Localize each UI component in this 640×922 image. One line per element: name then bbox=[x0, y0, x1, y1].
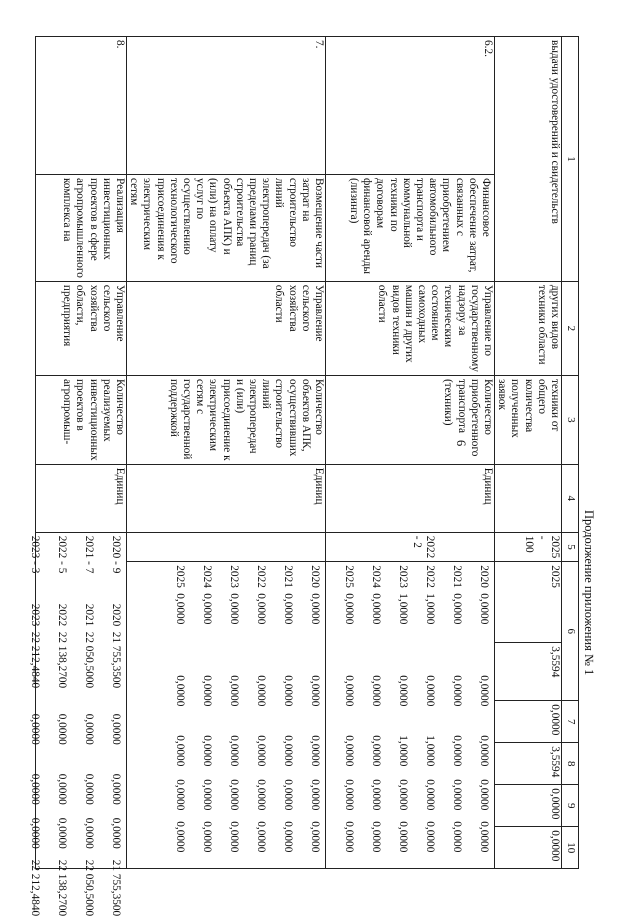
year-line bbox=[27, 535, 41, 917]
value-extrabudget: 0,0000 bbox=[369, 821, 382, 853]
unit: Единиц bbox=[481, 467, 494, 505]
value-regional: 0,0000 bbox=[254, 735, 267, 767]
value-regional: 0,0000 bbox=[109, 773, 122, 805]
value-total: 0,0000 bbox=[477, 593, 490, 625]
header-cell: 4 bbox=[562, 464, 579, 532]
indicator-cell bbox=[35, 375, 126, 464]
value-local: 0,0000 bbox=[423, 779, 436, 811]
year: 2023 bbox=[28, 603, 41, 627]
measure-name: Финансовое обеспечение затрат, связанных с приобретением автомобильного транспорта и коммунальной техники по договорам финансовой аренды (лизинга) bbox=[347, 178, 492, 274]
value-local: 0,0000 bbox=[109, 817, 122, 849]
value-extrabudget: 0,0000 bbox=[549, 830, 561, 862]
value-federal: 0,0000 bbox=[109, 713, 122, 745]
year: 2022 bbox=[254, 565, 267, 588]
value-total: 0,0000 bbox=[200, 593, 213, 625]
value-total: 0,0000 bbox=[227, 593, 240, 625]
value-regional: 0,0000 bbox=[477, 735, 490, 767]
year-line bbox=[341, 565, 355, 865]
unit-cell bbox=[325, 464, 494, 532]
table-row bbox=[35, 37, 126, 869]
value-federal: 0,0000 bbox=[450, 675, 463, 707]
executor: Управление сельского хозяйства области, предприятия bbox=[61, 284, 126, 347]
indicator: техники от общего количества полученных заявок bbox=[496, 378, 561, 438]
appendix-title: Продолжение приложения № 1 bbox=[582, 510, 596, 676]
value-local: 0,0000 bbox=[549, 788, 561, 820]
value-federal: 0,0000 bbox=[28, 713, 41, 745]
value-regional: 3,5594 bbox=[549, 746, 561, 778]
row-number-cell bbox=[325, 37, 494, 175]
indicator: Количество объектов АПК, осуществивших строительство линий электропередач и (или) присоединение к электрическим сетям с государственной поддержкой bbox=[167, 378, 325, 461]
year-line bbox=[395, 565, 409, 865]
year: 2020 bbox=[308, 565, 321, 588]
value-federal: 0,0000 bbox=[227, 675, 240, 707]
header-cell: 5 bbox=[562, 532, 579, 562]
value-federal: 0,0000 bbox=[477, 675, 490, 707]
header-row bbox=[562, 37, 579, 869]
year-line bbox=[307, 565, 321, 865]
value-extrabudget: 0,0000 bbox=[450, 821, 463, 853]
executor: Управление сельского хозяйства области bbox=[273, 284, 325, 342]
yearly-values bbox=[28, 532, 126, 917]
target-value: 2023 - 3 bbox=[28, 535, 41, 574]
value-total: 0,0000 bbox=[254, 593, 267, 625]
value-cell bbox=[494, 743, 561, 785]
value-regional: 0,0000 bbox=[200, 735, 213, 767]
indicator-cell bbox=[494, 375, 561, 464]
executor-cell bbox=[494, 281, 561, 375]
row-number-cell bbox=[35, 37, 126, 175]
year: 2022 bbox=[423, 565, 436, 588]
value-local: 0,0000 bbox=[254, 779, 267, 811]
executor-cell bbox=[126, 281, 325, 375]
executor: других видов техники области bbox=[535, 284, 561, 365]
target-cell bbox=[126, 532, 325, 562]
row-number: 6.2. bbox=[481, 40, 494, 57]
value-extrabudget: 0,0000 bbox=[342, 821, 355, 853]
value-extrabudget: 21 755,3500 bbox=[109, 859, 122, 917]
value-regional: 0,0000 bbox=[308, 735, 321, 767]
value-extrabudget: 0,0000 bbox=[423, 821, 436, 853]
measure-name-cell bbox=[325, 175, 494, 282]
measure-name-cell bbox=[126, 175, 325, 282]
year: 2022 bbox=[55, 603, 68, 627]
target-value: 2021 - 7 bbox=[82, 535, 95, 574]
year: 2020 bbox=[477, 565, 490, 588]
value-cell bbox=[494, 785, 561, 827]
value-local: 0,0000 bbox=[369, 779, 382, 811]
year: 2024 bbox=[200, 565, 213, 588]
value-extrabudget: 0,0000 bbox=[281, 821, 294, 853]
value-local: 0,0000 bbox=[308, 779, 321, 811]
year-line bbox=[449, 565, 463, 865]
year-line bbox=[199, 565, 213, 865]
value-regional: 1,0000 bbox=[423, 735, 436, 767]
yearly-values bbox=[325, 562, 494, 869]
value-federal: 0,0000 bbox=[200, 675, 213, 707]
year: 2023 bbox=[227, 565, 240, 588]
value-total: 21 755,3500 bbox=[109, 631, 122, 689]
value-local: 0,0000 bbox=[477, 779, 490, 811]
table-row bbox=[126, 37, 325, 869]
value-local: 0,0000 bbox=[173, 779, 186, 811]
value-total: 3,5594 bbox=[549, 646, 561, 678]
value-regional: 0,0000 bbox=[82, 773, 95, 805]
value-federal: 0,0000 bbox=[82, 713, 95, 745]
value-local: 0,0000 bbox=[450, 779, 463, 811]
unit-cell bbox=[126, 464, 325, 532]
value-extrabudget: 0,0000 bbox=[173, 821, 186, 853]
measure-name: выдачи удостоверений и свидетельств bbox=[549, 40, 561, 224]
value-federal: 0,0000 bbox=[281, 675, 294, 707]
value-regional: 0,0000 bbox=[227, 735, 240, 767]
target-cell bbox=[494, 532, 561, 562]
value-local: 0,0000 bbox=[396, 779, 409, 811]
value-total: 0,0000 bbox=[281, 593, 294, 625]
value-federal: 0,0000 bbox=[308, 675, 321, 707]
measure-name-cell bbox=[494, 37, 561, 282]
value-total: 0,0000 bbox=[173, 593, 186, 625]
year-line bbox=[108, 535, 122, 917]
year: 2025 bbox=[173, 565, 186, 588]
year: 2023 bbox=[396, 565, 409, 588]
yearly-values bbox=[126, 562, 325, 869]
header-cell: 9 bbox=[562, 785, 579, 827]
target-value: 2020 - 9 bbox=[109, 535, 122, 574]
value-local: 0,0000 bbox=[28, 817, 41, 849]
value-federal: 0,0000 bbox=[254, 675, 267, 707]
year-line bbox=[253, 565, 267, 865]
value-regional: 0,0000 bbox=[173, 735, 186, 767]
row-number: 7. bbox=[312, 40, 325, 49]
target-cell bbox=[325, 532, 494, 562]
value-federal: 0,0000 bbox=[342, 675, 355, 707]
year-line bbox=[422, 565, 436, 865]
value-cell bbox=[494, 701, 561, 743]
unit-cell bbox=[35, 464, 126, 532]
value-federal: 0,0000 bbox=[173, 675, 186, 707]
indicator-cell bbox=[325, 375, 494, 464]
header-cell: 10 bbox=[562, 827, 579, 869]
header-cell: 3 bbox=[562, 375, 579, 464]
value-total: 0,0000 bbox=[308, 593, 321, 625]
value-federal: 0,0000 bbox=[423, 675, 436, 707]
year: 2020 bbox=[109, 603, 122, 627]
year-line bbox=[368, 565, 382, 865]
unit: Единиц bbox=[312, 467, 325, 505]
header-cell: 6 bbox=[562, 562, 579, 701]
year-line bbox=[172, 565, 186, 865]
year: 2021 bbox=[450, 565, 463, 588]
unit-cell bbox=[494, 464, 561, 532]
year: 2025 bbox=[549, 565, 561, 588]
value-federal: 0,0000 bbox=[369, 675, 382, 707]
year-cell bbox=[494, 562, 561, 643]
year-line bbox=[54, 535, 68, 917]
value-regional: 0,0000 bbox=[28, 773, 41, 805]
value-regional: 0,0000 bbox=[369, 735, 382, 767]
year: 2021 bbox=[281, 565, 294, 588]
value-extrabudget: 22 138,2700 bbox=[55, 859, 68, 917]
value-cell bbox=[494, 643, 561, 701]
value-regional: 0,0000 bbox=[342, 735, 355, 767]
unit: Единиц bbox=[113, 467, 126, 505]
value-extrabudget: 0,0000 bbox=[308, 821, 321, 853]
row-number: 8. bbox=[113, 40, 126, 49]
measure-name-cell bbox=[35, 175, 126, 282]
header-cell: 2 bbox=[562, 281, 579, 375]
value-extrabudget: 0,0000 bbox=[254, 821, 267, 853]
value-regional: 0,0000 bbox=[55, 773, 68, 805]
value-total: 22 050,5000 bbox=[82, 631, 95, 689]
header-cell: 1 bbox=[562, 37, 579, 282]
executor-cell bbox=[35, 281, 126, 375]
value-local: 0,0000 bbox=[82, 817, 95, 849]
measure-name: Реализация инвестиционных проектов в сфере агропромышленного комплекса на bbox=[61, 178, 126, 278]
header-cell: 7 bbox=[562, 701, 579, 743]
value-total: 1,0000 bbox=[423, 593, 436, 625]
value-extrabudget: 0,0000 bbox=[200, 821, 213, 853]
value-extrabudget: 0,0000 bbox=[396, 821, 409, 853]
value-federal: 0,0000 bbox=[55, 713, 68, 745]
year-line bbox=[226, 565, 240, 865]
value-extrabudget: 22 050,5000 bbox=[82, 859, 95, 917]
value-total: 0,0000 bbox=[342, 593, 355, 625]
year-line bbox=[81, 535, 95, 917]
target-value: 2022 - 2 bbox=[410, 535, 436, 559]
target-value: 2025 - 100 bbox=[522, 535, 561, 559]
program-table bbox=[28, 36, 579, 917]
value-extrabudget: 22 212,4840 bbox=[28, 859, 41, 917]
target-value: 2022 - 5 bbox=[55, 535, 68, 574]
executor-cell bbox=[325, 281, 494, 375]
year-line bbox=[476, 565, 490, 865]
table-row bbox=[494, 37, 561, 869]
executor: Управление по государственному надзору за техническим состоянием самоходных машин и других видов техники области bbox=[376, 284, 494, 372]
value-total: 0,0000 bbox=[369, 593, 382, 625]
value-total: 22 138,2700 bbox=[55, 631, 68, 689]
page-number: 6 bbox=[454, 440, 468, 447]
year: 2025 bbox=[342, 565, 355, 588]
row-number-cell bbox=[126, 37, 325, 175]
indicator-cell bbox=[126, 375, 325, 464]
value-total: 1,0000 bbox=[396, 593, 409, 625]
value-federal: 0,0000 bbox=[396, 675, 409, 707]
value-federal: 0,0000 bbox=[549, 704, 561, 736]
value-cell bbox=[494, 827, 561, 869]
indicator: Количество реализуемых инвестиционных проектов в агропромыш- bbox=[61, 378, 126, 461]
value-regional: 0,0000 bbox=[281, 735, 294, 767]
measure-name: Возмещение части затрат на строительство линий электропередач (за пределами границ строительства объекта АПК) и (или) на оплату услуг по осуществлению технологического присоединения к электрическим сетям bbox=[128, 178, 325, 269]
year-line bbox=[280, 565, 294, 865]
value-local: 0,0000 bbox=[200, 779, 213, 811]
value-extrabudget: 0,0000 bbox=[477, 821, 490, 853]
value-extrabudget: 0,0000 bbox=[227, 821, 240, 853]
value-local: 0,0000 bbox=[281, 779, 294, 811]
value-total: 22 212,4840 bbox=[28, 631, 41, 689]
header-cell: 8 bbox=[562, 743, 579, 785]
value-local: 0,0000 bbox=[342, 779, 355, 811]
table-row bbox=[325, 37, 494, 869]
value-total: 0,0000 bbox=[450, 593, 463, 625]
value-regional: 0,0000 bbox=[450, 735, 463, 767]
value-regional: 1,0000 bbox=[396, 735, 409, 767]
indicator: Количество приобретенного транспорта (техники) bbox=[442, 378, 494, 457]
year: 2024 bbox=[369, 565, 382, 588]
value-local: 0,0000 bbox=[55, 817, 68, 849]
year: 2021 bbox=[82, 603, 95, 627]
value-local: 0,0000 bbox=[227, 779, 240, 811]
